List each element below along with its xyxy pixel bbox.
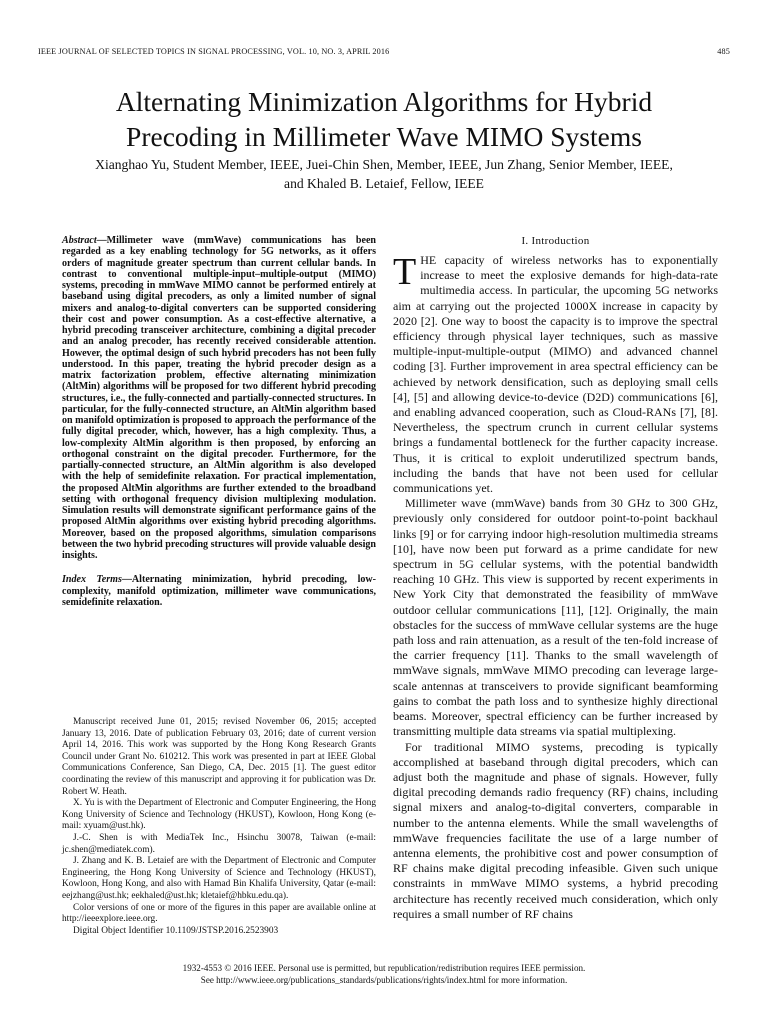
authors-line-2: and Khaled B. Letaief, Fellow, IEEE <box>284 176 484 191</box>
footnote-author-yu: X. Yu is with the Department of Electronic and Computer Engineering, the Hong Kong University of Science and Technology (HKUST), Kowloon, Hong Kong (e-mail: xyuam@ust.hk). <box>62 798 376 832</box>
index-terms-label: Index Terms <box>62 574 122 586</box>
footnote-doi: Digital Object Identifier 10.1109/JSTSP.2016.2523903 <box>73 925 279 936</box>
left-column <box>62 235 376 608</box>
author-list <box>40 155 728 193</box>
footer-line-2: See http://www.ieee.org/publications_standards/publications/rights/index.html for more information. <box>200 975 568 986</box>
intro-paragraph-1-text: HE capacity of wireless networks has to exponentially increase to meet the explosive demands for high-data-rate multimedia access. In particular, the upcoming 5G networks aim at carrying out the projected 1000X increase in capacity by 2020 [2]. One way to boost the capacity is to improve the spectral efficiency through physical layer techniques, such as massive multiple-input-multiple-output (MIMO) and advanced channel coding [3]. Further improvement in area spectral efficiency can be achieved by network densification, such as deploying small cells [4], [5] and allowing device-to-device (D2D) communications [6], and enabling advanced cooperation, such as Cloud-RANs [7], [8]. Nevertheless, the spectrum crunch in current cellular systems brings a fundamental bottleneck for the further capacity increase. Thus, it is critical to exploit underutilized spectrum bands, including the bands that have not been used for cellular communications yet. <box>393 253 718 496</box>
footnote-manuscript: Manuscript received June 01, 2015; revised November 06, 2015; accepted January 13, 2016. Date of publication February 03, 2016; date of current version April 14, 2016. This work was supported by the Hong Kong Research Grants Council under Grant No. 610212. This work was presented in part at IEEE Global Communications Conference, San Diego, CA, Dec. 2015 [1]. The guest editor coordinating the review of this manuscript and approving it for publication was Dr. Robert W. Heath. <box>62 717 376 797</box>
abstract <box>62 235 376 561</box>
footer-line-1: 1932-4553 © 2016 IEEE. Personal use is permitted, but republication/redistribution requires IEEE permission. <box>182 963 586 973</box>
copyright-footer <box>40 962 728 986</box>
intro-paragraph-2: Millimeter wave (mmWave) bands from 30 GHz to 300 GHz, previously only considered for outdoor point-to-point backhaul links [9] or for carrying indoor high-resolution multimedia streams [10], have now been put forward as a prime candidate for new spectrum in 5G cellular systems, with the potential bandwidth reaching 10 GHz. This view is supported by recent experiments in New York City that demonstrated the feasibility of mmWave outdoor cellular communications [11], [12]. Originally, the main obstacles for the success of mmWave cellular systems are the huge path loss and rain attenuation, as a result of the ten-fold increase of the carrier frequency [11]. Thanks to the small wavelength of mmWave signals, mmWave MIMO precoding can leverage large-scale antennas at transceivers to provide significant beamforming gains to combat the path loss and to synthesize highly directional beams. Moreover, spectral efficiency can be further increased by transmitting multiple data streams via spatial multiplexing. <box>393 496 718 739</box>
footnote-author-shen: J.-C. Shen is with MediaTek Inc., Hsinchu 30078, Taiwan (e-mail: jc.shen@mediatek.com). <box>62 832 376 855</box>
abstract-text: —Millimeter wave (mmWave) communications has been regarded as a key enabling technology for 5G networks, as it offers orders of magnitude greater spectrum than current cellular bands. In contrast to conventional multiple-input–multiple-output (MIMO) systems, precoding in mmWave MIMO cannot be performed entirely at baseband using digital precoders, as only a limited number of signal mixers and analog-to-digital converters can be supported considering their cost and power consumption. As a cost-effective alternative, a hybrid precoding transceiver architecture, combining a digital precoder and an analog precoder, has recently received considerable attention. However, the optimal design of such hybrid precoders has not been fully understood. In this paper, treating the hybrid precoder design as a matrix factorization problem, effective alternating minimization (AltMin) algorithms will be proposed for two different hybrid precoding structures, i.e., the fully-connected and partially-connected structures. In particular, for the fully-connected structure, an AltMin algorithm based on manifold optimization is proposed to approach the performance of the fully digital precoder, which, however, has a high complexity. Thus, a low-complexity AltMin algorithm is then proposed, by enforcing an orthogonal constraint on the digital precoder. Furthermore, for the partially-connected structure, an AltMin algorithm is also developed with the help of semidefinite relaxation. For practical implementation, the proposed AltMin algorithms are further extended to the broadband setting with orthogonal frequency division multiplexing modulation. Simulation results will demonstrate significant performance gains of the proposed AltMin algorithms over existing hybrid precoding algorithms. Moreover, based on the proposed algorithms, simulation comparisons between the two hybrid precoding structures will provide valuable design insights. <box>62 235 376 561</box>
index-terms-text: —Alternating minimization, hybrid precoding, low-complexity, manifold optimization, millimeter wave communications, semidefinite relaxation. <box>62 574 377 608</box>
title-line-1: Alternating Minimization Algorithms for Hybrid <box>115 86 653 117</box>
section-heading: I. Introduction <box>521 235 590 247</box>
paper-title <box>20 84 748 154</box>
index-terms <box>62 574 376 608</box>
right-column <box>393 235 718 922</box>
footnote-author-zhang-letaief: J. Zhang and K. B. Letaief are with the Department of Electronic and Computer Engineering, the Hong Kong University of Science and Technology (HKUST), Kowloon, Hong Kong, and also with Hamad Bin Khalifa University, Qatar (e-mail: eejzhang@ust.hk; eekhaled@ust.hk; kletaief@hbku.edu.qa). <box>62 856 376 901</box>
authors-line-1: Xianghao Yu, Student Member, IEEE, Juei-Chin Shen, Member, IEEE, Jun Zhang, Senior Member, IEEE, <box>95 157 673 172</box>
drop-cap: T <box>393 251 417 293</box>
journal-name: IEEE JOURNAL OF SELECTED TOPICS IN SIGNAL PROCESSING, VOL. 10, NO. 3, APRIL 2016 <box>38 47 390 56</box>
abstract-label: Abstract <box>62 235 97 246</box>
page-number: 485 <box>717 47 730 56</box>
title-line-2: Precoding in Millimeter Wave MIMO Systems <box>126 121 642 152</box>
intro-paragraph-1 <box>393 253 718 496</box>
footnote-color-versions: Color versions of one or more of the figures in this paper are available online at http://ieeexplore.ieee.org. <box>62 902 376 925</box>
footnotes <box>62 717 376 937</box>
intro-paragraph-3: For traditional MIMO systems, precoding is typically accomplished at baseband through digital precoders, which can adjust both the magnitude and phase of signals. However, fully digital precoding demands radio frequency (RF) chains, including signal mixers and analog-to-digital converters, comparable in number to the antenna elements. While the small wavelengths of mmWave frequencies facilitate the use of a large number of antenna elements, the prohibitive cost and power consumption of RF chains make digital precoding infeasible. Given such unique constraints in mmWave MIMO systems, a hybrid precoding architecture has recently received much consideration, which only requires a small number of RF chains <box>393 739 718 921</box>
running-header <box>38 47 730 56</box>
